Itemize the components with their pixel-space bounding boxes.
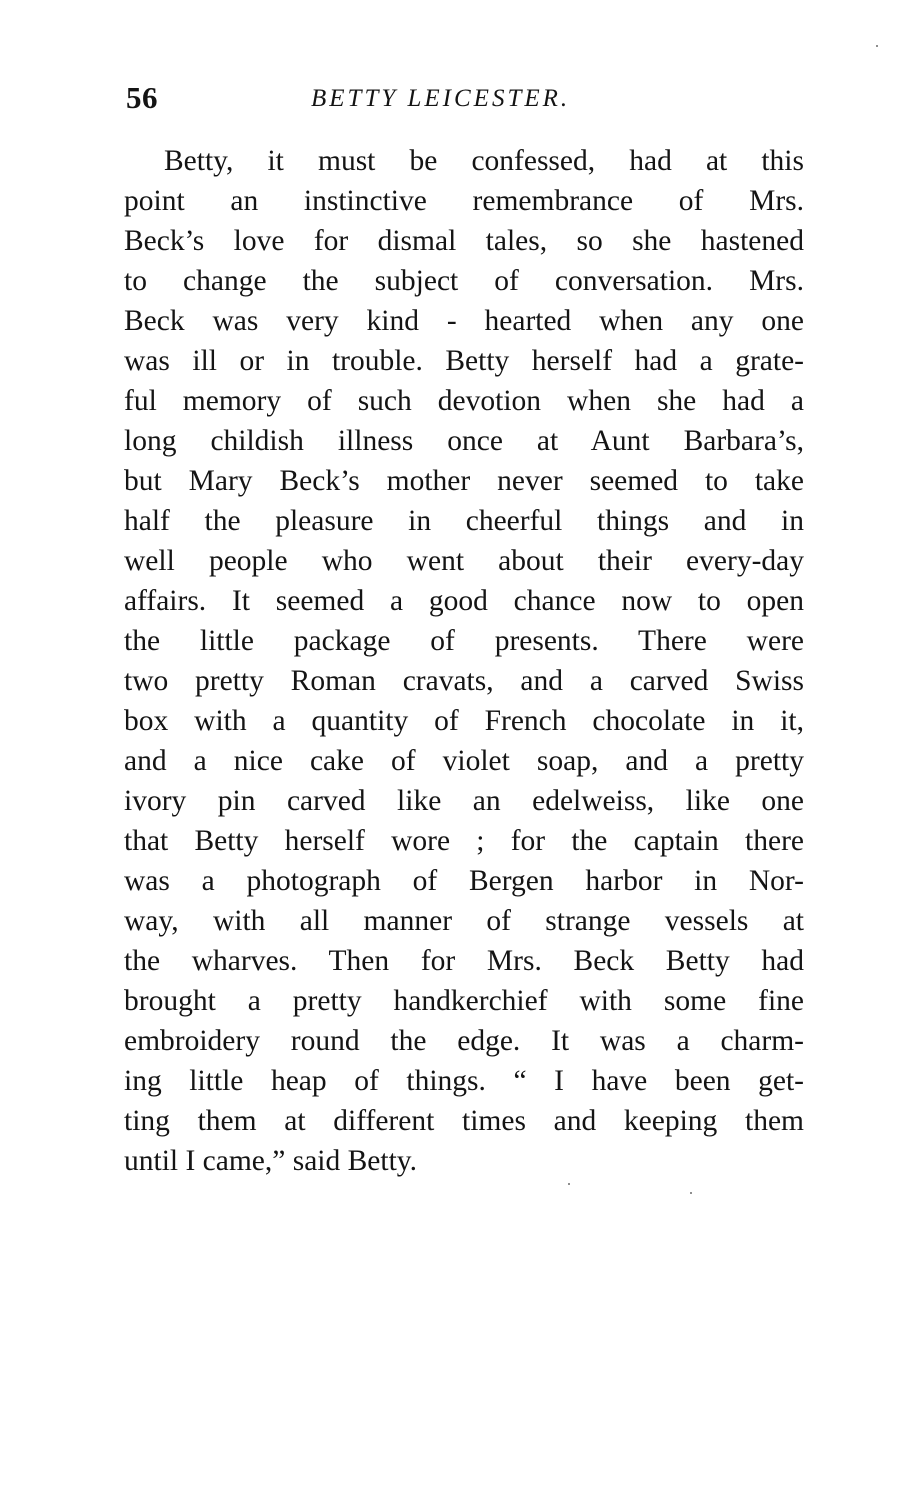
page-number: 56 — [126, 80, 158, 115]
text-line: Betty, it must be confessed, had at this — [164, 145, 804, 177]
text-line: ful memory of such devotion when she had a — [124, 385, 804, 417]
paper-speck — [690, 1192, 692, 1194]
text-line: was ill or in trouble. Betty herself had a grate- — [124, 345, 804, 377]
text-line: half the pleasure in cheerful things and in — [124, 505, 804, 537]
text-line: long childish illness once at Aunt Barbara’s, — [124, 425, 804, 457]
text-line: ing little heap of things. “ I have been get- — [124, 1065, 804, 1097]
text-line: embroidery round the edge. It was a charm- — [124, 1025, 804, 1057]
text-line: brought a pretty handkerchief with some fine — [124, 985, 804, 1017]
paper-speck — [876, 45, 878, 47]
text-line: point an instinctive remembrance of Mrs. — [124, 185, 804, 217]
text-line: to change the subject of conversation. Mrs. — [124, 265, 804, 297]
text-line: affairs. It seemed a good chance now to open — [124, 585, 804, 617]
text-line: ivory pin carved like an edelweiss, like one — [124, 785, 804, 817]
page-header — [126, 80, 816, 124]
text-line: way, with all manner of strange vessels at — [124, 905, 804, 937]
body-paragraph — [124, 141, 804, 1181]
text-line: was a photograph of Bergen harbor in Nor- — [124, 865, 804, 897]
text-line: Beck’s love for dismal tales, so she hastened — [124, 225, 804, 257]
text-line: box with a quantity of French chocolate in it, — [124, 705, 804, 737]
running-title: BETTY LEICESTER. — [311, 85, 571, 112]
text-line: Beck was very kind - hearted when any one — [124, 305, 804, 337]
text-line: and a nice cake of violet soap, and a pretty — [124, 745, 804, 777]
text-line: ting them at different times and keeping them — [124, 1105, 804, 1137]
text-line: the little package of presents. There were — [124, 625, 804, 657]
text-line: two pretty Roman cravats, and a carved Swiss — [124, 665, 804, 697]
text-line: the wharves. Then for Mrs. Beck Betty had — [124, 945, 804, 977]
text-line: well people who went about their every-day — [124, 545, 804, 577]
text-line: but Mary Beck’s mother never seemed to take — [124, 465, 804, 497]
paper-speck — [568, 1183, 570, 1185]
text-line: that Betty herself wore ; for the captain there — [124, 825, 804, 857]
text-line: until I came,” said Betty. — [124, 1145, 417, 1177]
